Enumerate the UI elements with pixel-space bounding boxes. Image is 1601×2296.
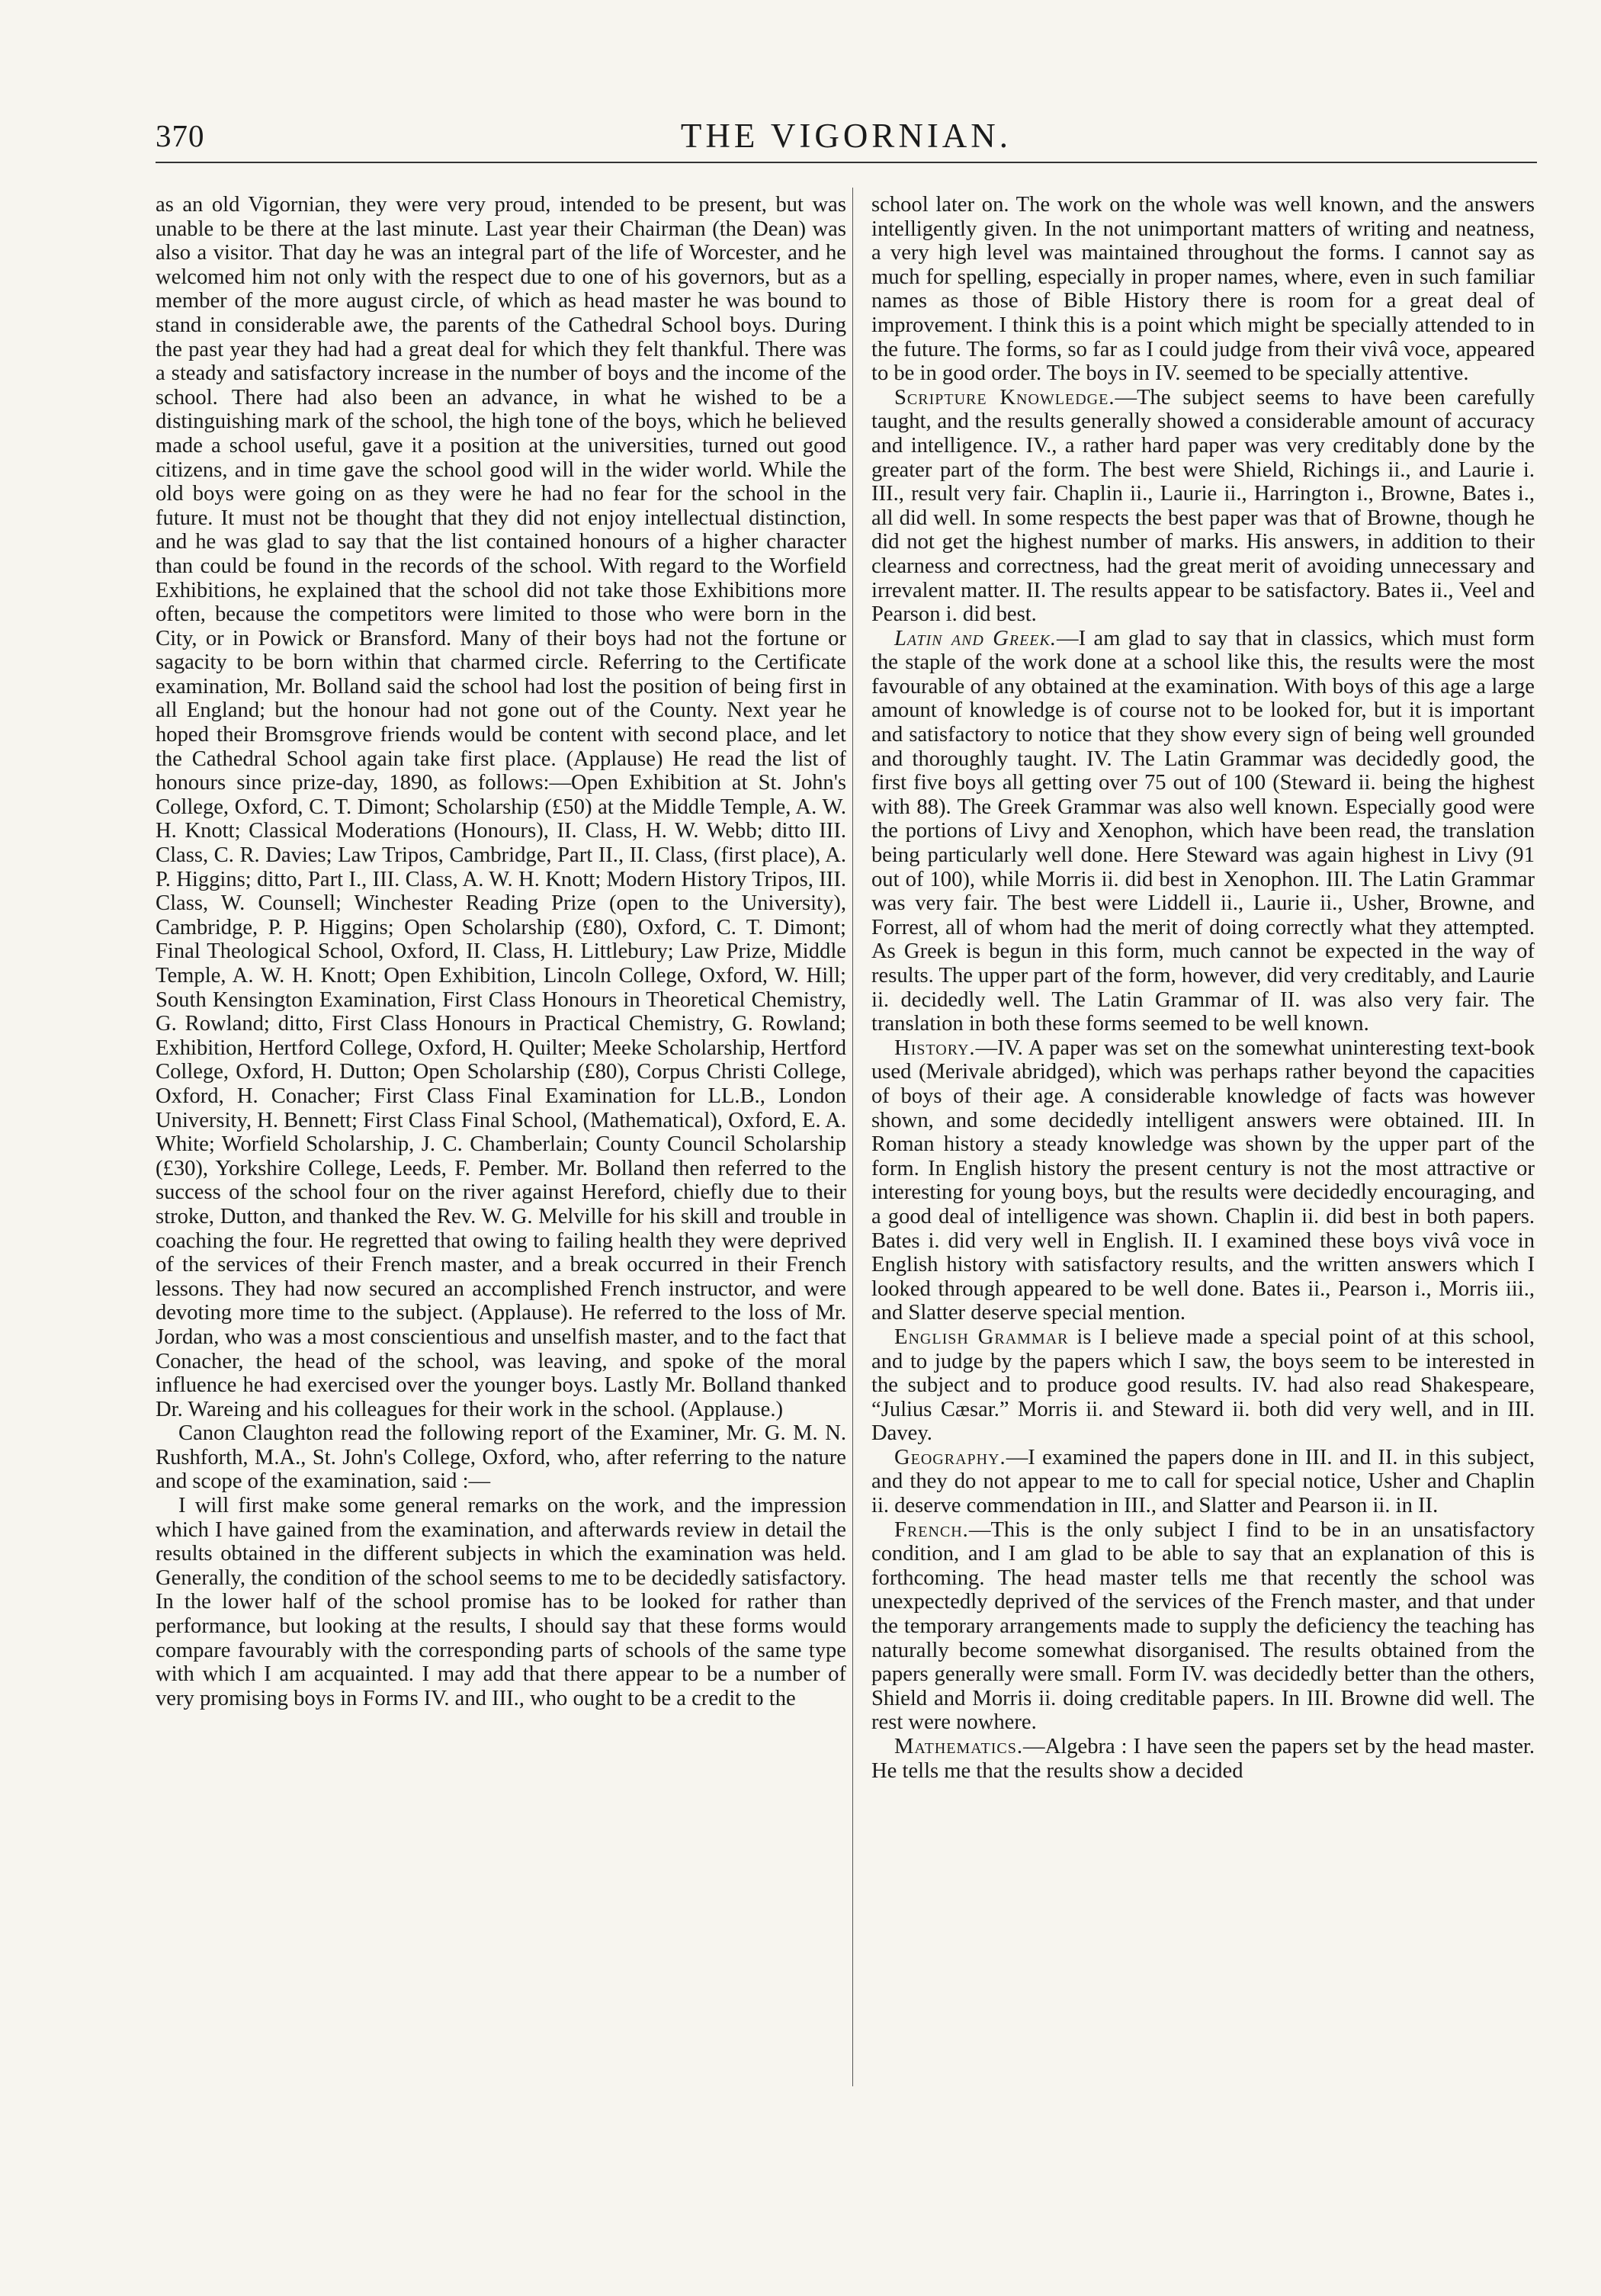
right-column xyxy=(871,193,1535,2092)
section-text-scripture: —The subject seems to have been carefully taught, and the results generally showed a considerable amount of accuracy and intelligence. IV., a rather hard paper was very creditably done by the greater part of the form. The best were Shield, Richings ii., and Laurie i. III., result very fair. Chaplin ii., Laurie ii., Harrington i., Browne, Bates i., all did well. In some respects the best paper was that of Browne, though he did not get the highest number of marks. His answers, in addition to their clearness and correctness, had the great merit of avoiding unnecessary and irrevalent matter. II. The results appear to be satisfactory. Bates ii., Veel and Pearson i. did best. xyxy=(871,385,1535,627)
section-heading-mathematics: Mathematics. xyxy=(894,1735,1024,1758)
section-geography xyxy=(871,1446,1535,1518)
section-latin-greek xyxy=(871,627,1535,1036)
section-text-history: —IV. A paper was set on the somewhat uninteresting text-book used (Merivale abridged), which was perhaps rather beyond the capacities of boys of their age. A considerable knowledge of facts was however shown, and some decidedly intelligent answers were obtained. III. In Roman history a steady knowledge was shown by the upper part of the form. In English history the present century is not the most attractive or interesting for young boys, but the results were decidedly encouraging, and a good deal of intelligence was shown. Chaplin ii. did best in both papers. Bates i. did very well in English. II. I examined these boys vivâ voce in English history with satisfactory results, and the written answers which I looked through appeared to be well done. Bates ii., Pearson i., Morris iii., and Slatter deserve special mention. xyxy=(871,1036,1535,1325)
paragraph-canon-claughton: Canon Claughton read the following report of the Examiner, Mr. G. M. N. Rushforth, M.A., St. John's College, Oxford, who, after referring to the nature and scope of the examination, said :— xyxy=(156,1421,846,1494)
paragraph-speech-continued: as an old Vigornian, they were very proud, intended to be present, but was unable to be there at the last minute. Last year their Chairman (the Dean) was also a visitor. That day he was an integral part of the life of Worcester, and he welcomed him not only with the respect due to one of his governors, but as a member of the more august circle, of which as head master he was bound to stand in considerable awe, the parents of the Cathedral School boys. During the past year they had had a great deal for which they felt thankful. There was a steady and satisfactory increase in the number of boys and the income of the school. There had also been an advance, in what he wished to be a distinguishing mark of the school, the high tone of the boys, which he believed made a school useful, gave it a position at the universities, turned out good citizens, and in time gave the school good will in the wider world. While the old boys were going on as they were he had no fear for the school in the future. It must not be thought that they did not enjoy intellectual distinction, and he was glad to say that the list contained honours of a higher character than could be found in the records of the school. With regard to the Worfield Exhibitions, he explained that the school did not take those Exhibitions more often, because the competitors were limited to those who were born in the City, or in Powick or Bransford. Many of their boys had not the fortune or sagacity to be born within that charmed circle. Referring to the Certificate examination, Mr. Bolland said the school had lost the position of being first in all England; but the honour had not gone out of the County. Next year he hoped their Bromsgrove friends would be content with second place, and let the Cathedral School again take first place. (Applause) He read the list of honours since prize-day, 1890, as follows:—Open Exhibition at St. John's College, Oxford, C. T. Dimont; Scholarship (£50) at the Middle Temple, A. W. H. Knott; Classical Moderations (Honours), II. Class, H. W. Webb; ditto III. Class, C. R. Davies; Law Tripos, Cambridge, Part II., II. Class, (first place), A. P. Higgins; ditto, Part I., III. Class, A. W. H. Knott; Modern History Tripos, III. Class, W. Counsell; Winchester Reading Prize (open to the University), Cambridge, P. P. Higgins; Open Scholarship (£80), Oxford, C. T. Dimont; Final Theological School, Oxford, II. Class, H. Littlebury; Law Prize, Middle Temple, A. W. H. Knott; Open Exhibition, Lincoln College, Oxford, W. Hill; South Kensington Examination, First Class Honours in Theoretical Chemistry, G. Rowland; ditto, First Class Honours in Practical Chemistry, G. Rowland; Exhibition, Hertford College, Oxford, H. Quilter; Meeke Scholarship, Hertford College, Oxford, H. Dutton; Open Scholarship (£80), Corpus Christi College, Oxford, H. Conacher; First Class Final Examination for LL.B., London University, H. Bennett; First Class Final School, (Mathematical), Oxford, E. A. White; Worfield Scholarship, J. C. Chamberlain; County Council Scholarship (£30), Yorkshire College, Leeds, F. Pember. Mr. Bolland then referred to the success of the school four on the river against Hereford, chiefly due to their stroke, Dutton, and thanked the Rev. W. G. Melville for his skill and trouble in coaching the four. He regretted that owing to failing health they were deprived of the services of their French master, and a break occurred in their French lessons. They had now secured an accomplished French instructor, and were devoting more time to the subject. (Applause). He referred to the loss of Mr. Jordan, who was a most conscientious and unselfish master, and to the fact that Conacher, the head of the school, was leaving, and spoke of the moral influence he had exercised over the younger boys. Lastly Mr. Bolland thanked Dr. Wareing and his colleagues for their work in the school. (Applause.) xyxy=(156,193,846,1421)
paragraph-examiner-report-intro: I will first make some general remarks on the work, and the impression which I have gained from the examination, and afterwards review in detail the results obtained in the different subjects in which the examination was held. Generally, the condition of the school seems to me to be decidedly satisfactory. In the lower half of the school promise has to be looked for rather than performance, but looking at the results, I should say that these forms would compare favourably with the corresponding parts of schools of the same type with which I am acquainted. I may add that there appear to be a number of very promising boys in Forms IV. and III., who ought to be a credit to the xyxy=(156,1494,846,1710)
section-heading-history: History. xyxy=(894,1036,976,1060)
section-scripture xyxy=(871,386,1535,627)
section-english-grammar xyxy=(871,1325,1535,1446)
section-text-mathematics: —Algebra : I have seen the papers set by the head master. He tells me that the results show a decided xyxy=(871,1735,1535,1783)
section-mathematics xyxy=(871,1735,1535,1783)
section-text-french: —This is the only subject I find to be in an unsatisfactory condition, and I am glad to be able to say that an explanation of this is forthcoming. The head master tells me that recently the school was unexpectedly deprived of the services of the French master, and that under the temporary arrangements made to supply the deficiency the teaching has naturally become somewhat disorganised. The results obtained from the papers generally were small. Form IV. was decidedly better than the others, Shield and Morris ii. doing creditable papers. In III. Browne did well. The rest were nowhere. xyxy=(871,1517,1535,1735)
section-heading-latin-greek: Latin and Greek. xyxy=(894,626,1057,650)
section-history xyxy=(871,1036,1535,1325)
paragraph-report-continued: school later on. The work on the whole was well known, and the answers intelligently given. In the not unimportant matters of writing and neatness, a very high level was maintained throughout the forms. I cannot say as much for spelling, especially in proper names, where, even in such familiar names as those of Bible History there is room for a great deal of improvement. I think this is a point which might be specially attended to in the future. The forms, so far as I could judge from their vivâ voce, appeared to be in good order. The boys in IV. seemed to be specially attentive. xyxy=(871,193,1535,386)
section-heading-geography: Geography. xyxy=(894,1445,1006,1469)
section-text-english-grammar: is I believe made a special point of at this school, and to judge by the papers which I saw, the boys seem to be interested in the subject and to produce good results. IV. had also read Shakespeare, “Julius Cæsar.” Morris ii. and Steward ii. both did very well, and in III. Davey. xyxy=(871,1325,1535,1446)
section-heading-scripture: Scripture Knowledge. xyxy=(894,385,1115,409)
running-title: THE VIGORNIAN. xyxy=(680,117,1012,155)
page-header xyxy=(156,114,1537,163)
section-text-latin-greek: —I am glad to say that in classics, which must form the staple of the work done at a school like this, the results were the most favourable of any obtained at the examination. With boys of this age a large amount of knowledge is of course not to be looked for, but it is important and satisfactory to notice that they show every sign of being well grounded and thoroughly taught. IV. The Latin Grammar was decidedly good, the first five boys all getting over 75 out of 100 (Steward ii. being the highest with 88). The Greek Grammar was also well known. Especially good were the portions of Livy and Xenophon, which have been read, the translation being particularly well done. Here Steward was again highest in Livy (91 out of 100), while Morris ii. did best in Xenophon. III. The Latin Grammar was very fair. The best were Liddell ii., Laurie ii., Usher, Browne, and Forrest, all of whom had the merit of doing correctly what they attempted. As Greek is begun in this form, much cannot be expected in the way of results. The upper part of the form, however, did very creditably, and Laurie ii. decidedly well. The Latin Grammar of II. was also very fair. The translation in both these forms seemed to be well known. xyxy=(871,626,1535,1036)
section-french xyxy=(871,1518,1535,1735)
section-text-geography: —I examined the papers done in III. and II. in this subject, and they do not appear to me to call for special notice, Usher and Chaplin ii. deserve commendation in III., and Slatter and Pearson ii. in II. xyxy=(871,1445,1535,1518)
page-number: 370 xyxy=(156,118,205,153)
section-heading-english-grammar: English Grammar xyxy=(894,1325,1069,1349)
section-heading-french: French. xyxy=(894,1517,969,1542)
left-column xyxy=(156,193,846,2092)
column-divider xyxy=(852,188,853,2086)
